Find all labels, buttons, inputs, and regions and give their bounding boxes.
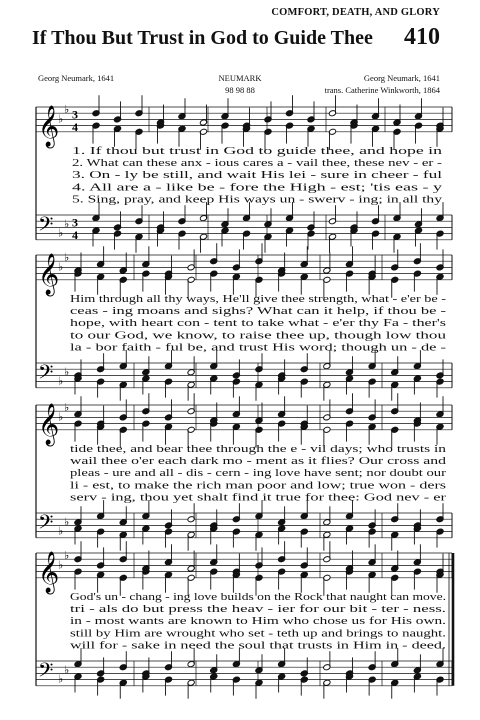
bass-clef-icon: 𝄢	[38, 360, 54, 389]
treble-clef-icon: 𝄞	[38, 105, 60, 147]
flat-icon: ♭	[58, 410, 64, 424]
bass-clef-icon: 𝄢	[38, 212, 54, 241]
bass-clef-icon: 𝄢	[38, 658, 54, 687]
treble-clef-icon: 𝄞	[38, 551, 60, 593]
verse-line: tide thee, and bear thee through the e - vil days; who trusts in	[70, 443, 446, 455]
flat-icon: ♭	[64, 103, 70, 117]
flat-icon: ♭	[58, 558, 64, 572]
time-signature-top: 3	[72, 215, 78, 230]
verse-line: in - most wants are known to Him who chose us for His own.	[70, 616, 446, 628]
time-signature-bottom: 4	[72, 227, 78, 242]
verse-line: wail thee o'er each dark mo - ment as it flies? Our cross and	[70, 456, 446, 467]
bass-clef-icon: 𝄢	[38, 510, 54, 539]
verse-line: Him through all thy ways, He'll give thee strength, what - e'er be -	[70, 293, 446, 305]
verse-line: la - bor faith - ful be, and trust His word; though un - de -	[70, 342, 446, 354]
verse-line: li - est, to make the rich man poor and low; true won - ders	[70, 480, 447, 492]
tune-name: NEUMARK	[218, 73, 262, 83]
flat-icon: ♭	[58, 112, 64, 126]
flat-icon: ♭	[58, 226, 64, 240]
flat-icon: ♭	[64, 663, 70, 677]
flat-icon: ♭	[64, 401, 70, 415]
flat-icon: ♭	[58, 524, 64, 538]
section-heading: COMFORT, DEATH, AND GLORY	[271, 7, 440, 18]
treble-clef-icon: 𝄞	[38, 253, 60, 295]
verse-line: to our God, we know, to raise thee up, though low thou	[70, 330, 446, 342]
verse-line: 2. What can these anx - ious cares a - vail thee, these nev - er -	[72, 158, 442, 169]
flat-icon: ♭	[64, 515, 70, 529]
verse-line: hope, with heart con - tent to take what - e'er thy Fa - ther's	[70, 318, 447, 330]
flat-icon: ♭	[58, 672, 64, 686]
verse-line: pleas - ure and all - dis - cern - ing love have sent; nor doubt our	[70, 468, 447, 480]
verse-line: 1. If thou but trust in God to guide thee, and hope in	[72, 145, 442, 157]
treble-clef-icon: 𝄞	[38, 403, 60, 445]
time-signature-top: 3	[72, 107, 78, 122]
flat-icon: ♭	[64, 217, 70, 231]
verse-line: 5. Sing, pray, and keep His ways un - swerv - ing; in all thy	[72, 194, 442, 206]
flat-icon: ♭	[58, 374, 64, 388]
meter: 98 98 88	[225, 85, 255, 95]
flat-icon: ♭	[64, 549, 70, 563]
verse-line: 4. All are a - like be - fore the High - est; 'tis eas - y	[72, 182, 442, 194]
flat-icon: ♭	[64, 365, 70, 379]
flat-icon: ♭	[58, 260, 64, 274]
verse-line: still by Him are wrought who set - teth up and brings to naught.	[70, 628, 446, 640]
verse-line: tri - als do but press the heav - ier for our bit - ter - ness.	[70, 604, 446, 615]
translator: trans. Catherine Winkworth, 1864	[324, 85, 440, 95]
hymn-title: If Thou But Trust in God to Guide Thee	[32, 27, 373, 49]
text-author: Georg Neumark, 1641	[38, 73, 115, 83]
hymn-number: 410	[404, 24, 440, 50]
verse-line: God's un - chang - ing love builds on the Rock that naught can move.	[70, 591, 446, 603]
verse-line: will for - sake in need the soul that trusts in Him in - deed.	[70, 640, 446, 652]
music-author: Georg Neumark, 1641	[363, 73, 440, 83]
flat-icon: ♭	[64, 251, 70, 265]
verse-line: ceas - ing moans and sighs? What can it help, if thou be -	[70, 306, 446, 317]
verse-line: 3. On - ly be still, and wait His lei - sure in cheer - ful	[72, 170, 443, 182]
time-signature-bottom: 4	[72, 119, 78, 134]
verse-line: serv - ing, thou yet shalt find it true for thee: God nev - er	[70, 492, 448, 504]
